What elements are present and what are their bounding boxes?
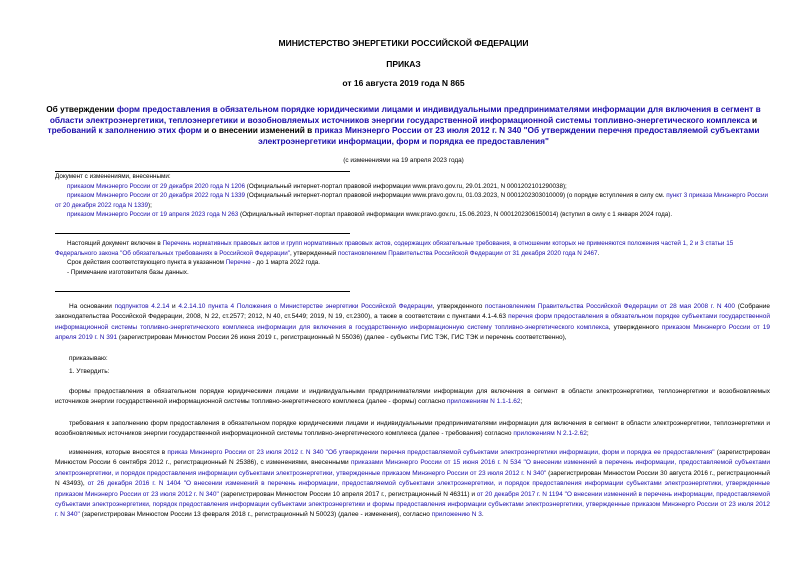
basis-t5: , утвержденного: [608, 323, 662, 331]
ministry-heading: МИНИСТЕРСТВО ЭНЕРГЕТИКИ РОССИЙСКОЙ ФЕДЕРАЦИИ: [278, 38, 529, 48]
basis-t1: На основании: [69, 303, 115, 310]
change-text: (Официальный интернет-портал правовой информации www.pravo.gov.ru, 15.06.2023, N 0001202306150014) (вступил в силу с 1 января 2024 года).: [238, 211, 673, 219]
requirements-paragraph: [55, 419, 770, 440]
title-link-requirements[interactable]: требований к заполнению этих форм: [47, 125, 202, 135]
inclusion-t2: , утвержденный: [290, 249, 338, 257]
edition-note: (с изменениями на 19 апреля 2023 года): [343, 157, 464, 164]
inclusion-block: [55, 239, 770, 277]
change-link-263[interactable]: приказом Минэнерго России от 19 апреля 2023 года N 263: [67, 211, 239, 219]
changes-block: [55, 172, 770, 220]
amend-t1: изменения, которые вносятся в: [69, 449, 168, 456]
basis-link-4214[interactable]: подпунктов 4.2.14: [114, 303, 170, 310]
title-text-2: и: [749, 114, 758, 125]
amend-t4: (зарегистрирован Минюстом России 10 апреля 2017 г., регистрационный N 46311) и: [218, 490, 477, 498]
validity-text: [55, 258, 770, 268]
amend-link-1194[interactable]: от 20 декабря 2017 г. N 1194 "О внесении изменений в перечень информации, предоставляемой субъектами электроэнергетики, порядок предоставления информации субъектами электроэнергетики и формы предоставления информации субъектами электроэнергетики, утвержденные приказом Минэнерго России от 23 июля 2012 г. N 340": [55, 490, 771, 519]
body-forms: [55, 387, 770, 408]
forms-paragraph: [55, 387, 770, 408]
divider-bottom: [55, 291, 350, 292]
validity-link-list[interactable]: Перечне: [225, 259, 251, 267]
body-order: [55, 354, 770, 364]
basis-paragraph: [55, 302, 770, 344]
change-link-1339-p3[interactable]: пункт 3 приказа Минэнерго России от 20 декабря 2022 года N 1339: [55, 192, 768, 209]
divider-middle: [55, 233, 350, 234]
amend-link-appendix3[interactable]: приложению N 3: [431, 511, 482, 519]
body-requirements: [55, 419, 770, 440]
inclusion-link-2467[interactable]: постановлением Правительства Российской Федерации от 31 декабря 2020 года N 2467: [337, 249, 598, 257]
forms-t2: ;: [520, 398, 523, 406]
basis-link-400[interactable]: постановлением Правительства Российской Федерации от 28 мая 2008 г. N 400: [485, 303, 736, 310]
title-link-order-340[interactable]: приказ Минэнерго России от 23 июля 2012 г. N 340 "Об утверждении перечня предоставляемой субъектами электроэнергетики информации, форм и порядка ее предоставления": [258, 125, 760, 146]
basis-t6: (зарегистрирован Минюстом России 26 июня 2019 г., регистрационный N 55036) (далее - субъекты ГИС ТЭК, ГИС ТЭК и перечень соответственно),: [117, 334, 567, 342]
basis-t4: (Собрание законодательства Российской Федерации, 2008, N 22, ст.2577; 2012, N 40, ст.5449; 2019, N 19, ст.2300), а также в соответствии с пунктами 4.1-4.63: [55, 303, 770, 321]
basis-link-391[interactable]: приказом Минэнерго России от 19 апреля 2019 г. N 391: [55, 323, 771, 342]
inclusion-t3: .: [597, 249, 600, 257]
doc-date-number: от 16 августа 2019 года N 865: [342, 78, 465, 88]
validity-t2: - до 1 марта 2022 года.: [250, 259, 321, 267]
reqs-t1: требования к заполнению форм предоставления в обязательном порядке юридическими лицами и индивидуальными предпринимателями информации для включения в сегмент в области электроэнергетики, теплоэнергетики и возобновляемых источников энергии государственной информационной системы топливно-энергетического комплекса (далее - требования) согласно: [55, 420, 770, 438]
forms-link-appendix[interactable]: приложениям N 1.1-1.62: [447, 398, 521, 406]
doc-type-heading: ПРИКАЗ: [386, 59, 421, 69]
approve-heading: 1. Утвердить:: [69, 368, 110, 375]
validity-t1: Срок действия соответствующего пункта в указанном: [67, 259, 226, 267]
change-link-1206[interactable]: приказом Минэнерго России от 29 декабря 2020 года N 1206: [67, 182, 246, 190]
basis-link-regulation[interactable]: 4.2.14.10 пункта 4 Положения о Министерстве энергетики Российской Федерации: [178, 303, 433, 310]
body-basis: [55, 302, 770, 344]
doc-title: [40, 104, 767, 146]
change-item: [55, 210, 770, 220]
basis-t3: , утвержденного: [432, 303, 486, 310]
basis-link-list[interactable]: перечня форм предоставления в обязательном порядке субъектами государственной информационной системы топливно-энергетического комплекса информации для включения в государственную информационную систему топливно-энергетического комплекса: [55, 313, 770, 331]
reqs-t2: ;: [586, 430, 589, 438]
inclusion-link-list[interactable]: Перечень нормативных правовых актов и групп нормативных правовых актов, содержащих обязательные требования, в отношении которых не применяются положения частей 1, 2 и 3 статьи 15 Федерального закона "Об обязательных требованиях в Российской Федерации": [55, 240, 734, 257]
changes-intro: Документ с изменениями, внесенными:: [55, 173, 171, 180]
db-note: - Примечание изготовителя базы данных.: [67, 268, 189, 276]
change-link-1339[interactable]: приказом Минэнерго России от 20 декабря 2022 года N 1339: [67, 192, 246, 200]
amend-link-1404[interactable]: от 26 декабря 2016 г. N 1404 "О внесении изменений в перечень информации, предоставляемой субъектами электроэнергетики, и порядок предоставления информации субъектами электроэнергетики, утвержденные приказом Минэнерго России от 23 июля 2012 г. N 340": [55, 480, 770, 498]
title-text-1: Об утверждении: [46, 104, 117, 114]
amend-t5: (зарегистрирован Минюстом России 13 февраля 2018 г., регистрационный N 50023) (далее - изменения), согласно: [79, 511, 432, 519]
reqs-link-appendix[interactable]: приложениям N 2.1-2.62: [513, 430, 587, 438]
title-text-3: и о внесении изменений в: [201, 125, 315, 135]
amend-t3: (зарегистрирован Минюстом России 30 августа 2016 г., регистрационный N 43493),: [55, 469, 770, 488]
change-text: );: [148, 201, 152, 209]
order-word: приказываю:: [69, 355, 108, 362]
change-item: [55, 191, 770, 210]
amendments-paragraph: [55, 448, 770, 521]
amend-link-534[interactable]: приказами Минэнерго России от 15 июня 2016 г. N 534 "О внесении изменений в перечень информации, предоставляемой субъектами электроэнергетики, и порядок предоставления информации субъектами электроэнергетики, утвержденные приказом Минэнерго России от 23 июля 2012 г. N 340": [55, 459, 771, 477]
forms-t1: формы предоставления в обязательном порядке юридическими лицами и индивидуальными предпринимателями информации для включения в сегмент в области электроэнергетики, теплоэнергетики и возобновляемых источников энергии государственной информационной системы топливно-энергетического комплекса (далее - формы) согласно: [55, 388, 770, 406]
title-link-forms[interactable]: форм предоставления в обязательном порядке юридическими лицами и индивидуальными предпринимателями информации для включения в сегмент в области электроэнергетики, теплоэнергетики и возобновляемых источников энергии государственной информационной системы топливно-энергетического комплекса: [49, 104, 761, 125]
amend-t6: .: [481, 511, 484, 519]
change-text: (Официальный интернет-портал правовой информации www.pravo.gov.ru, 01.03.2023, N 0001202303010009) (о порядке вступления в силу см.: [245, 192, 667, 200]
inclusion-t1: Настоящий документ включен в: [67, 240, 163, 247]
body-approve: [55, 367, 770, 377]
change-item: [55, 182, 770, 192]
basis-t2: и: [169, 303, 179, 310]
amend-t2: (зарегистрирован Минюстом России 6 сентября 2012 г., регистрационный N 25386), с изменениями, внесенными: [55, 449, 770, 467]
inclusion-text: [55, 239, 770, 258]
body-amendments: [55, 448, 770, 521]
amend-link-340[interactable]: приказ Минэнерго России от 23 июля 2012 г. N 340 "Об утверждении перечня предоставляемой субъектами электроэнергетики информации, форм и порядка ее предоставления": [167, 449, 715, 456]
change-text: (Официальный интернет-портал правовой информации www.pravo.gov.ru, 29.01.2021, N 0001202101290038);: [245, 182, 567, 190]
